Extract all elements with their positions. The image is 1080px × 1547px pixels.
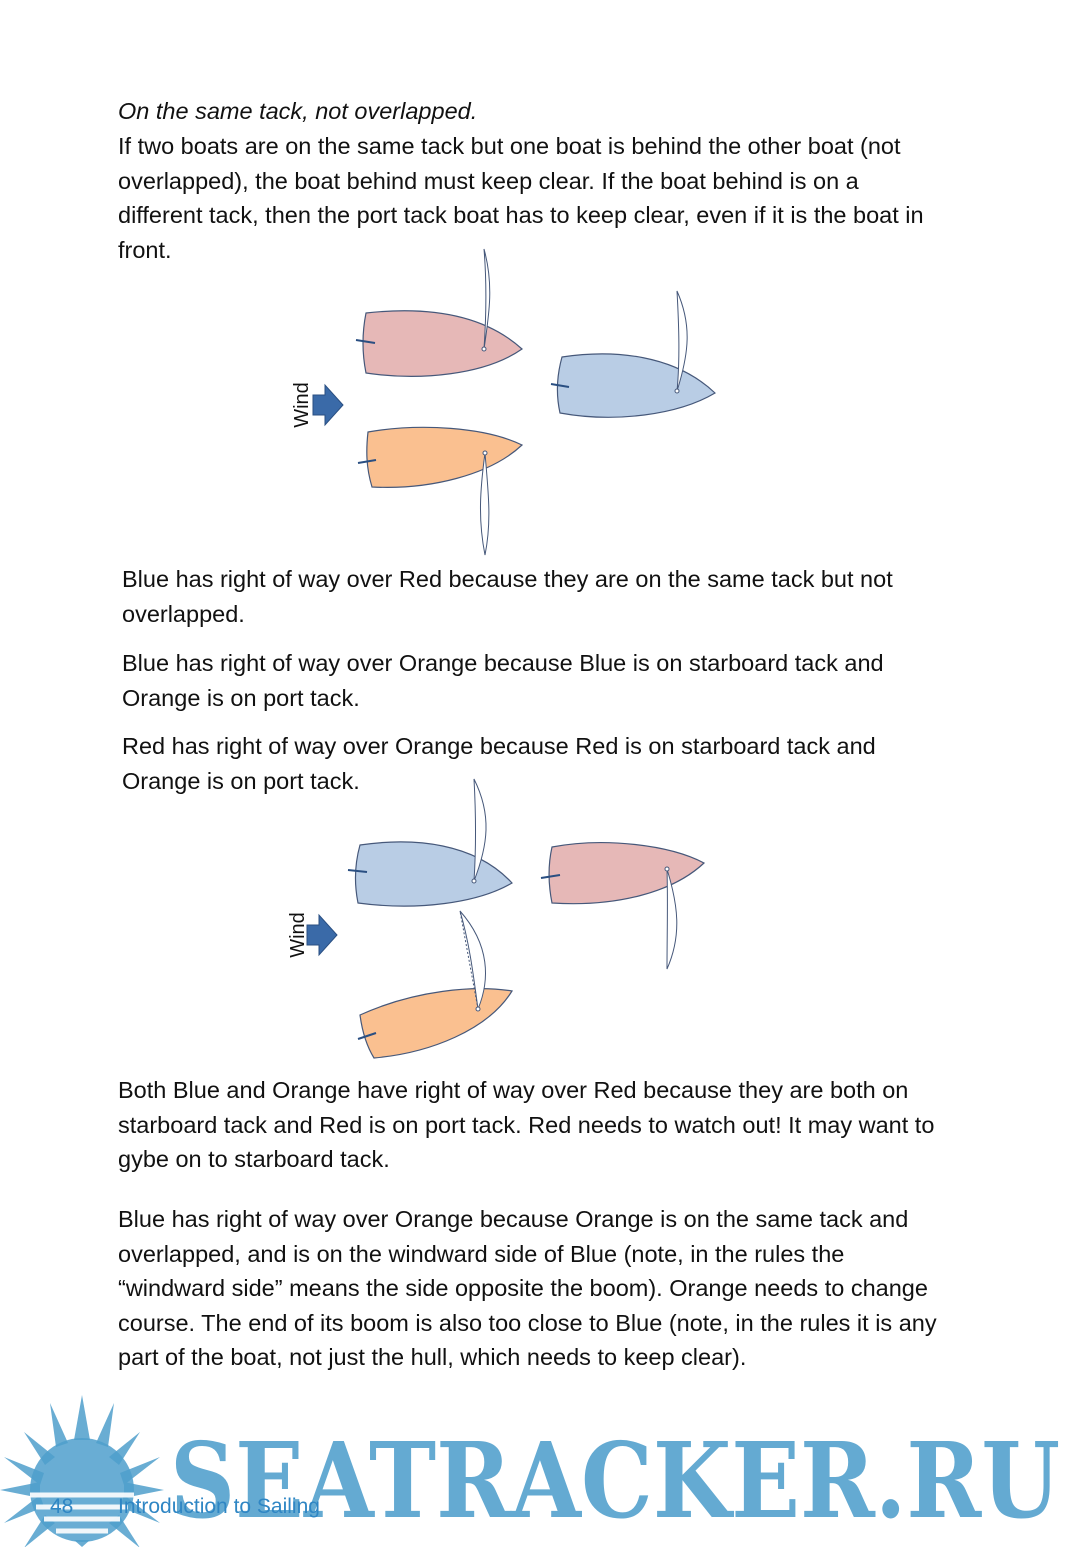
- red-boat: [541, 843, 704, 969]
- diagram-1: [280, 245, 740, 565]
- explanation-1-1: Blue has right of way over Red because they are on the same tack but not overlapped.: [122, 566, 893, 627]
- explanation-2-1: Both Blue and Orange have right of way over Red because they are both on starboard tack and Red is on port tack. Red needs to watch out! It may want to gybe on to starboard tack.: [118, 1077, 935, 1172]
- wind-label: Wind: [291, 382, 313, 428]
- explanation-1-2: Blue has right of way over Orange because Blue is on starboard tack and Orange is on port tack.: [122, 650, 884, 711]
- section-heading: On the same tack, not overlapped.: [118, 98, 478, 124]
- blue-boat: [551, 291, 715, 417]
- orange-boat: [358, 911, 512, 1058]
- sun-logo-icon: [0, 1395, 164, 1547]
- blue-boat: [348, 779, 512, 906]
- explanation-1-3: Red has right of way over Orange because Red is on starboard tack and Orange is on port tack.: [122, 733, 876, 794]
- page-number: 48: [50, 1495, 74, 1518]
- intro-paragraph: If two boats are on the same tack but one boat is behind the other boat (not overlapped), the boat behind must keep clear. If the boat behind is on a different tack, then the port tack boat has to keep clear, even if it is the boat in front.: [118, 133, 924, 263]
- seatracker-watermark: [0, 1395, 1080, 1547]
- diagram-2: [280, 775, 720, 1065]
- book-title: Introduction to Sailing: [118, 1495, 320, 1518]
- orange-boat: [358, 427, 522, 555]
- red-boat: [356, 249, 522, 376]
- watermark-text: SEATRACKER.RU: [170, 1419, 1060, 1542]
- explanation-2-2: Blue has right of way over Orange because Orange is on the same tack and overlapped, and is on the windward side of Blue (note, in the rules the “windward side” means the side opposite the boom). Orange needs to change course. The end of its boom is also too close to Blue (note, in the rules it is any part of the boat, not just the hull, which needs to keep clear).: [118, 1206, 937, 1370]
- wind-arrow-icon: [307, 915, 337, 955]
- wind-label: Wind: [287, 912, 309, 958]
- wind-arrow-icon: [313, 385, 343, 425]
